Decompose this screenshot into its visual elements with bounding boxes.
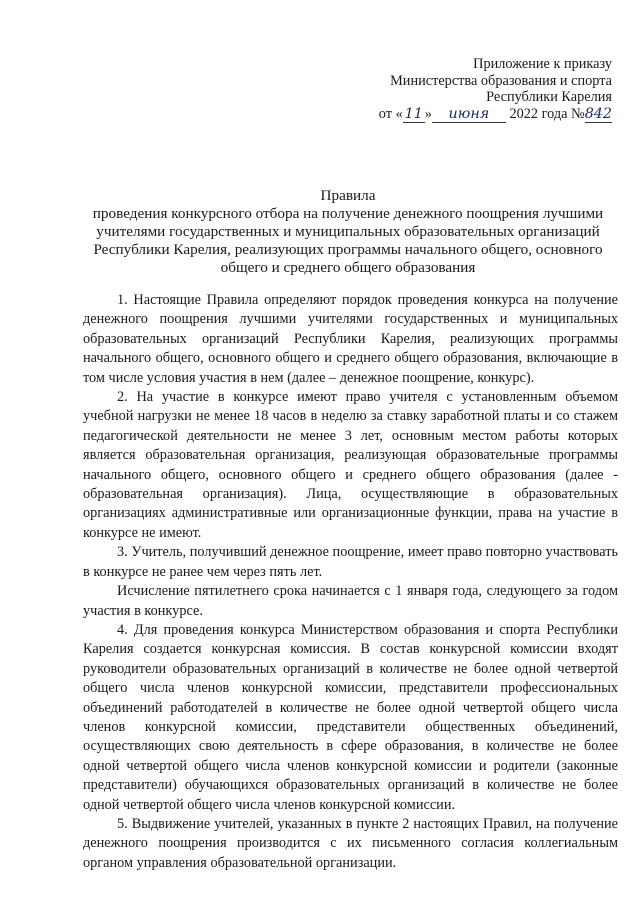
paragraph-4: 4. Для проведения конкурса Министерством образования и спорта Республики Карелия создается конкурсная комиссия. В состав конкурсной комиссии входят руководители образовательных организаций в количестве не более одной четвертой общего числа членов конкурсной комиссии, представители профессиональных объединений работодателей в количестве не более одной четвертой общего числа членов конкурсной комиссии, представители общественных объединений, осуществляющих свою деятельность в сфере образования, в количестве не более одной четвертой общего числа членов конкурсной комиссии и родители (законные представители) обучающихся образовательных организаций в количестве не более одной четвертой общего числа членов конкурсной комиссии. bbox=[83, 621, 618, 813]
handwritten-day: 11 bbox=[404, 105, 423, 122]
paragraph-3: 3. Учитель, получивший денежное поощрение, имеет право повторно участвовать в конкурсе не ранее чем через пять лет. bbox=[83, 544, 618, 580]
title-line-1: проведения конкурсного отбора на получение денежного поощрения лучшими bbox=[92, 205, 604, 222]
title-line-2: учителями государственных и муниципальных образовательных организаций bbox=[96, 223, 600, 240]
date-prefix: от « bbox=[378, 105, 403, 122]
document-title bbox=[60, 187, 636, 277]
title-line-4: общего и среднего общего образования bbox=[220, 259, 476, 276]
paragraph-3-note: Исчисление пятилетнего срока начинается с 1 января года, следующего за годом участия в конкурсе. bbox=[83, 583, 618, 619]
paragraph-2: 2. На участие в конкурсе имеют право учителя с установленным объемом учебной нагрузки не менее 18 часов в неделю за ставку заработной платы и со стажем педагогической деятельности не менее 3 лет, основным местом работы которых является образовательная организация, реализующая образовательные программы начального общего, основного общего и среднего общего образования (далее - образовательная организация). Лица, осуществляющие в образовательных организациях административные или организационные функции, права на участие в конкурсе не имеют. bbox=[83, 389, 618, 541]
date-suffix: 2022 года № bbox=[509, 105, 585, 122]
title-line-3: Республики Карелия, реализующих программы начального общего, основного bbox=[93, 241, 603, 258]
handwritten-month: июня bbox=[432, 106, 506, 124]
header-annex-line: Приложение к приказу bbox=[473, 56, 612, 72]
order-annex-header bbox=[379, 56, 612, 123]
paragraph-5: 5. Выдвижение учителей, указанных в пункте 2 настоящих Правил, на получение денежного поощрения производится с их письменного согласия коллегиальным органом управления образовательной организации. bbox=[83, 815, 618, 871]
header-date-line bbox=[379, 106, 612, 124]
date-mid: » bbox=[424, 105, 432, 122]
handwritten-number: 842 bbox=[584, 105, 612, 122]
title-word: Правила bbox=[320, 187, 376, 204]
paragraph-1: 1. Настоящие Правила определяют порядок проведения конкурса на получение денежного поощрения лучшими учителями государственных и муниципальных образовательных организаций Республики Карелия, реализующих программы начального общего, основного общего и среднего общего образования, включающие в том числе условия участия в нем (далее – денежное поощрение, конкурс). bbox=[83, 292, 618, 386]
document-body bbox=[83, 291, 618, 873]
header-ministry-line: Министерства образования и спорта bbox=[390, 72, 612, 89]
header-republic-line: Республики Карелия bbox=[486, 89, 612, 105]
